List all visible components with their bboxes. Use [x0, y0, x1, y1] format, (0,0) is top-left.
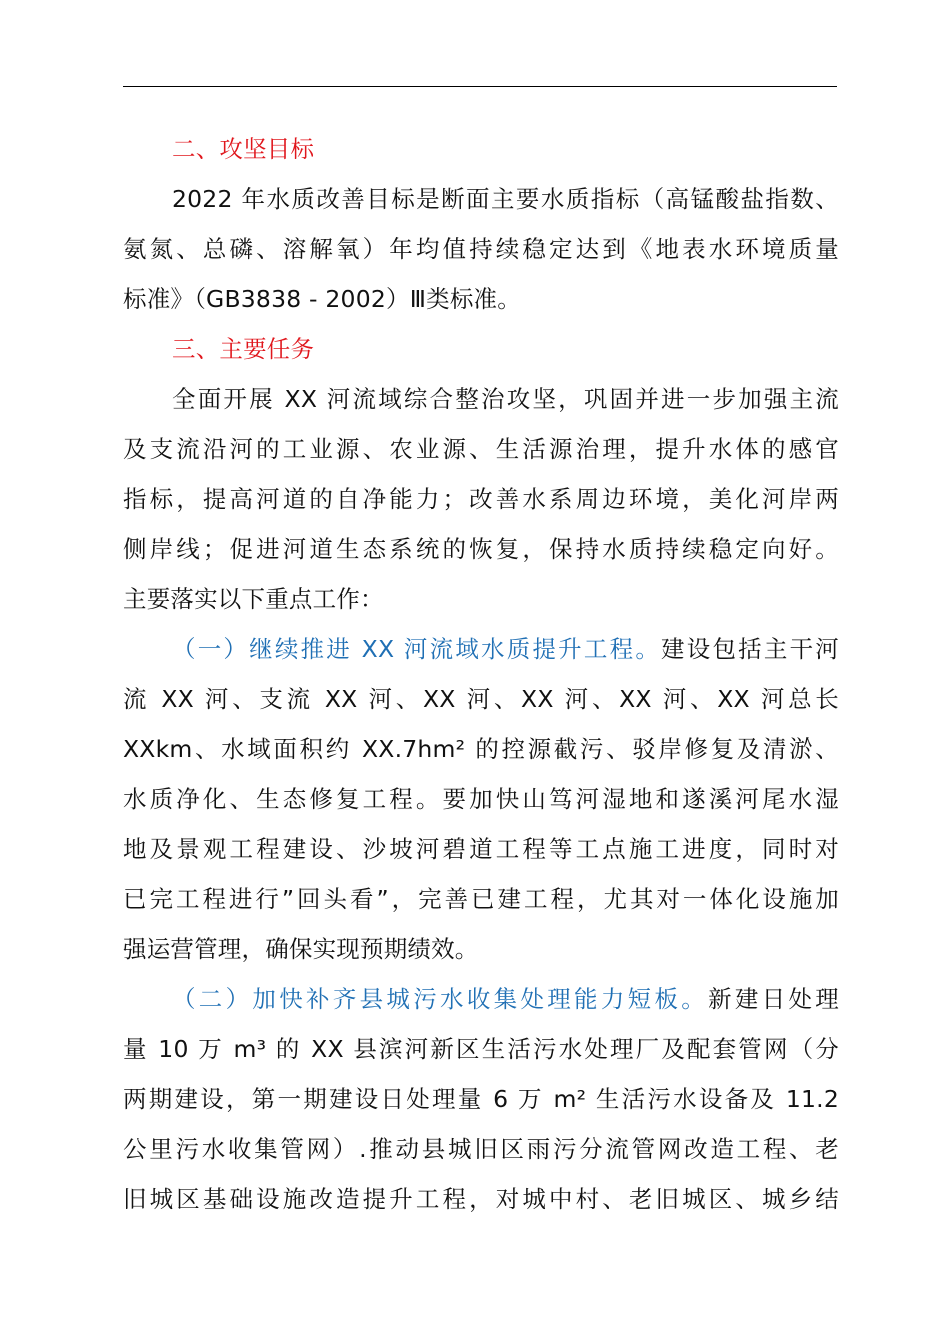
paragraph-line: 已完工程进行”回头看”，完善已建工程，尤其对一体化设施加 [123, 885, 839, 913]
paragraph-line: 主要落实以下重点工作： [123, 585, 384, 613]
task-2-first-line [123, 974, 839, 1024]
paragraph-line: 2022 年水质改善目标是断面主要水质指标（高锰酸盐指数、 [172, 185, 839, 213]
document-body [123, 124, 839, 1224]
paragraph-line: 标准》（GB3838 - 2002）Ⅲ类标准。 [123, 285, 521, 313]
paragraph-line: 水质净化、生态修复工程。要加快山笃河湿地和遂溪河尾水湿 [123, 785, 839, 813]
section-heading-tasks: 三、主要任务 [172, 335, 315, 363]
task-1-text: 建设包括主干河 [661, 635, 839, 663]
paragraph-line: 量 10 万 m³ 的 XX 县滨河新区生活污水处理厂及配套管网（分 [123, 1035, 839, 1063]
section-heading-goals: 二、攻坚目标 [172, 135, 315, 163]
task-1-first-line [123, 624, 839, 674]
paragraph-line: 公里污水收集管网）.推动县城旧区雨污分流管网改造工程、老 [123, 1135, 839, 1163]
paragraph-line: 地及景观工程建设、沙坡河碧道工程等工点施工进度，同时对 [123, 835, 839, 863]
paragraph-line: 旧城区基础设施改造提升工程，对城中村、老旧城区、城乡结 [123, 1185, 839, 1213]
paragraph-line: 强运营管理，确保实现预期绩效。 [123, 935, 479, 963]
paragraph-line: 两期建设，第一期建设日处理量 6 万 m² 生活污水设备及 11.2 [123, 1085, 839, 1113]
header-rule [123, 86, 837, 87]
paragraph-line: XXkm、水域面积约 XX.7hm² 的控源截污、驳岸修复及清淤、 [123, 735, 839, 763]
task-2-heading: （二）加快补齐县城污水收集处理能力短板。 [172, 985, 709, 1013]
paragraph-line: 指标，提高河道的自净能力；改善水系周边环境，美化河岸两 [123, 485, 839, 513]
paragraph-line: 全面开展 XX 河流域综合整治攻坚，巩固并进一步加强主流 [172, 385, 839, 413]
paragraph-line: 氨氮、总磷、溶解氧）年均值持续稳定达到《地表水环境质量 [123, 235, 839, 263]
task-1-heading: （一）继续推进 XX 河流域水质提升工程。 [172, 635, 662, 663]
task-2-text: 新建日处理 [708, 985, 840, 1013]
paragraph-line: 及支流沿河的工业源、农业源、生活源治理，提升水体的感官 [123, 435, 839, 463]
paragraph-line: 流 XX 河、支流 XX 河、XX 河、XX 河、XX 河、XX 河总长 [123, 685, 839, 713]
paragraph-line: 侧岸线；促进河道生态系统的恢复，保持水质持续稳定向好。 [123, 535, 839, 563]
